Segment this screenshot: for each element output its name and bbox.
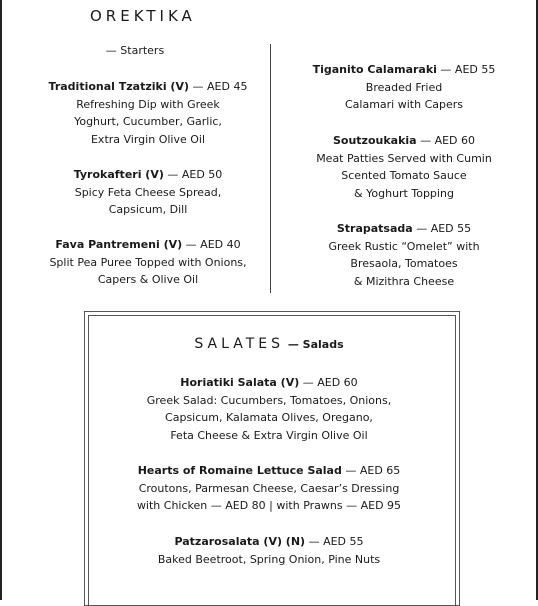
item-description: Capsicum, Dill bbox=[108, 203, 188, 217]
starters-label: — Starters bbox=[105, 44, 165, 57]
item-description: Capers & Olive Oil bbox=[97, 273, 199, 287]
item-description: Croutons, Parmesan Cheese, Caesar’s Dressing bbox=[138, 481, 400, 495]
item-name: Soutzoukakia bbox=[332, 134, 417, 147]
item-price: — AED 45 bbox=[189, 80, 248, 93]
item-description: Baked Beetroot, Spring Onion, Pine Nuts bbox=[157, 552, 381, 566]
item-description: Scented Tomato Sauce bbox=[341, 169, 467, 183]
item-price: — AED 50 bbox=[163, 168, 223, 181]
menu-item bbox=[0, 374, 538, 444]
menu-item bbox=[0, 462, 538, 515]
item-description: & Mizithra Cheese bbox=[353, 274, 455, 288]
menu-item bbox=[270, 132, 538, 202]
salads-title: SALATES bbox=[194, 336, 284, 352]
menu-item bbox=[0, 236, 296, 289]
item-description: Spicy Feta Cheese Spread, bbox=[74, 185, 222, 199]
item-description: & Yoghurt Topping bbox=[354, 186, 454, 200]
item-description: Calamari with Capers bbox=[344, 98, 463, 112]
item-price: — AED 55 bbox=[436, 63, 496, 76]
item-price: — AED 40 bbox=[182, 238, 241, 251]
item-name: Fava Pantremeni (V) bbox=[55, 238, 183, 251]
item-name: Patzarosalata (V) (N) bbox=[174, 535, 306, 548]
menu-item bbox=[270, 220, 538, 290]
item-description: with Chicken — AED 80 | with Prawns — AED 95 bbox=[136, 499, 402, 513]
menu-item bbox=[0, 166, 296, 219]
page-title: OREKTIKA bbox=[90, 7, 196, 25]
item-name: Horiatiki Salata (V) bbox=[180, 376, 300, 389]
item-name: Strapatsada bbox=[336, 222, 413, 235]
item-description: Yoghurt, Cucumber, Garlic, bbox=[74, 115, 222, 129]
item-price: — AED 60 bbox=[299, 376, 358, 389]
menu-item bbox=[270, 61, 538, 114]
item-description: Extra Virgin Olive Oil bbox=[90, 132, 206, 146]
salads-subtitle: — Salads bbox=[284, 338, 344, 351]
item-description: Split Pea Puree Topped with Onions, bbox=[49, 255, 247, 269]
menu-item bbox=[0, 533, 538, 568]
item-description: Feta Cheese & Extra Virgin Olive Oil bbox=[170, 428, 368, 442]
item-description: Breaded Fried bbox=[365, 80, 443, 94]
item-description: Capsicum, Kalamata Olives, Oregano, bbox=[165, 411, 373, 425]
item-price: — AED 55 bbox=[412, 222, 472, 235]
item-name: Hearts of Romaine Lettuce Salad bbox=[137, 464, 342, 477]
item-name: Tyrokafteri (V) bbox=[73, 168, 164, 181]
item-description: Meat Patties Served with Cumin bbox=[316, 151, 492, 165]
item-description: Bresaola, Tomatoes bbox=[350, 257, 458, 271]
item-description: Greek Rustic “Omelet” with bbox=[328, 239, 480, 253]
item-description: Refreshing Dip with Greek bbox=[76, 97, 220, 111]
item-name: Traditional Tzatziki (V) bbox=[48, 80, 190, 93]
item-price: — AED 65 bbox=[341, 464, 401, 477]
item-name: Tiganito Calamaraki bbox=[312, 63, 437, 76]
menu-item bbox=[0, 78, 296, 148]
item-description: Greek Salad: Cucumbers, Tomatoes, Onions, bbox=[146, 393, 392, 407]
salads-heading bbox=[0, 333, 538, 352]
item-price: — AED 55 bbox=[305, 535, 364, 548]
item-price: — AED 60 bbox=[416, 134, 476, 147]
